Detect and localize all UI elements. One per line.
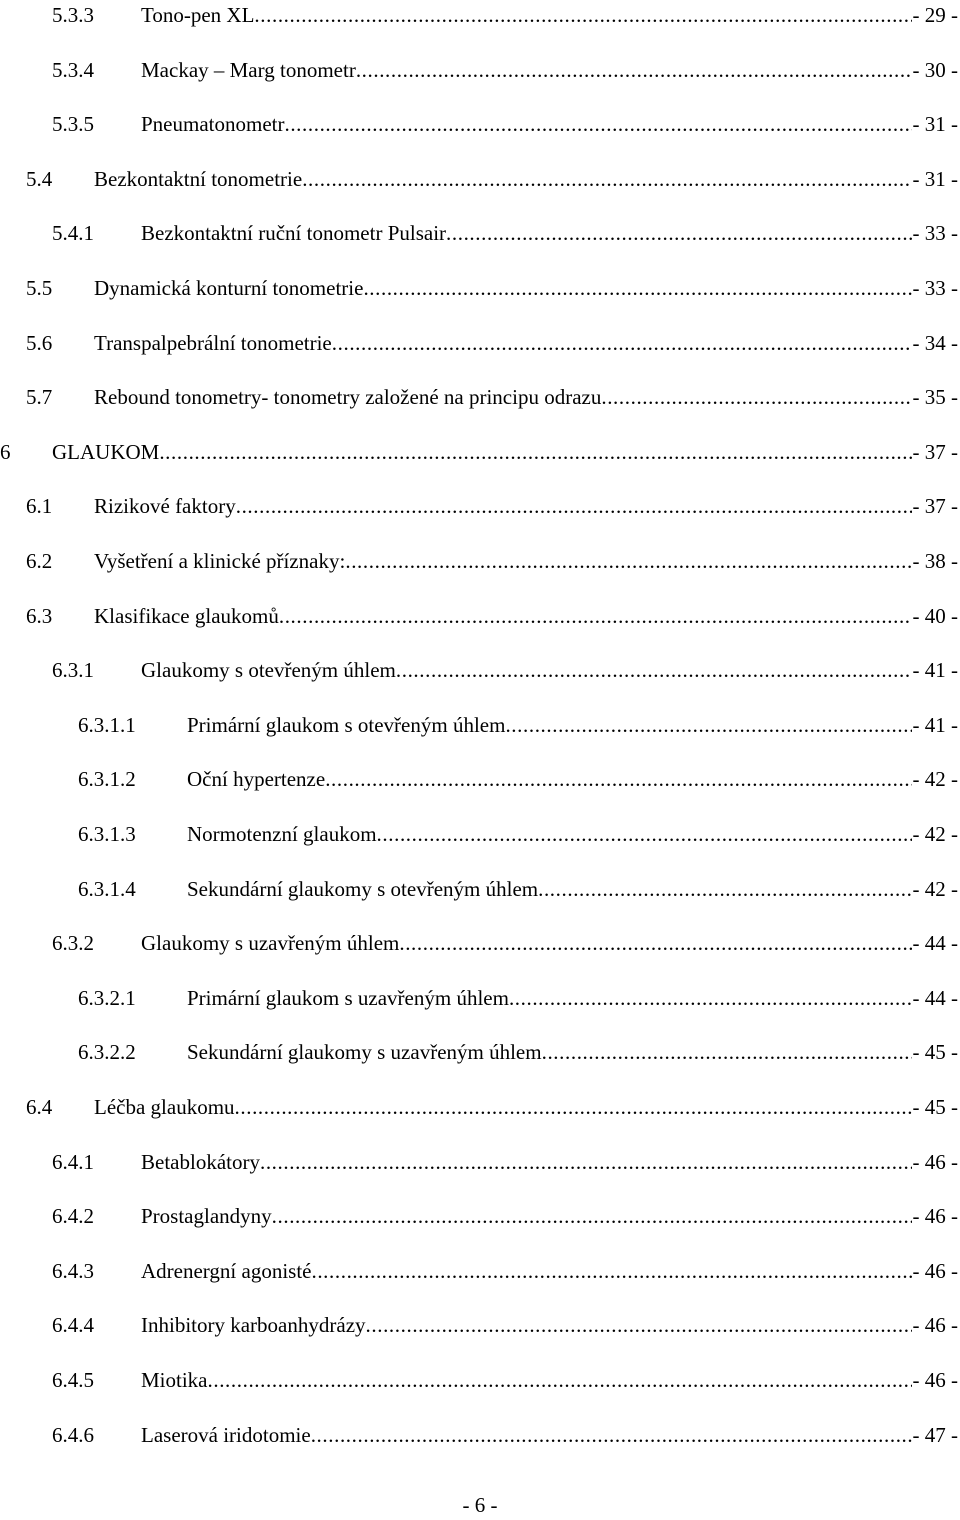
toc-entry-page: - 34 - (912, 330, 958, 355)
toc-entry[interactable] (26, 164, 958, 194)
toc-dot-leader (377, 819, 912, 849)
toc-entry-page: - 37 - (912, 494, 958, 519)
page-number: - 6 - (462, 1493, 498, 1517)
toc-entry-page: - 46 - (912, 1149, 958, 1174)
toc-dot-leader (236, 491, 912, 521)
toc-entry-title: Léčba glaukomu (94, 1095, 235, 1119)
toc-entry-number: 6.3.2.1 (78, 985, 136, 1010)
toc-entry-number: 6.4.2 (52, 1204, 94, 1229)
toc-dot-leader (332, 328, 912, 358)
toc-dot-leader (542, 1037, 912, 1067)
toc-entry-page: - 46 - (912, 1258, 958, 1283)
toc-dot-leader (538, 874, 911, 904)
toc-entry-title: Prostaglandyny (141, 1204, 272, 1229)
toc-entry-page: - 45 - (912, 1040, 958, 1065)
toc-dot-leader (272, 1201, 912, 1231)
toc-dot-leader (208, 1365, 912, 1395)
toc-entry-page: - 46 - (912, 1204, 958, 1229)
toc-entry-page: - 41 - (912, 712, 958, 737)
toc-entry[interactable] (52, 928, 958, 958)
toc-entry-page: - 42 - (912, 822, 958, 846)
toc-entry[interactable] (26, 491, 958, 521)
toc-entry[interactable] (26, 1092, 958, 1122)
toc-entry-page: - 41 - (912, 658, 958, 683)
toc-dot-leader (356, 55, 912, 85)
toc-dot-leader (235, 1092, 912, 1122)
toc-entry[interactable] (78, 819, 958, 849)
toc-entry-title: Primární glaukom s otevřeným úhlem (187, 712, 506, 737)
toc-entry-title: Laserová iridotomie (141, 1422, 311, 1447)
toc-entry-number: 6.4.4 (52, 1313, 94, 1338)
toc-entry-title: Mackay – Marg tonometr (141, 57, 356, 82)
toc-entry-number: 6.4.1 (52, 1149, 94, 1174)
toc-entry-number: 6.4.6 (52, 1422, 94, 1447)
toc-entry[interactable] (78, 1037, 958, 1067)
toc-dot-leader (302, 164, 911, 194)
toc-entry[interactable] (78, 874, 958, 904)
toc-dot-leader (325, 764, 911, 794)
toc-entry-page: - 46 - (912, 1368, 958, 1392)
toc-entry-number: 6.2 (26, 549, 53, 573)
toc-entry-title: Rebound tonometry- tonometry založené na principu odrazu (94, 385, 602, 410)
toc-entry-title: Oční hypertenze (187, 767, 326, 792)
toc-entry-title: Bezkontaktní ruční tonometr Pulsair (141, 221, 447, 246)
toc-entry-number: 6.3.1 (52, 658, 94, 683)
toc-entry-number: 5.3.3 (52, 3, 94, 27)
toc-entry-number: 6.3.1.2 (78, 767, 136, 792)
toc-entry-number: 6.3.2.2 (78, 1040, 136, 1065)
toc-entry-page: - 40 - (912, 603, 958, 628)
toc-entry[interactable] (52, 0, 958, 30)
toc-entry-number: 6.4 (26, 1095, 53, 1119)
toc-entry-title: Sekundární glaukomy s uzavřeným úhlem (187, 1040, 542, 1065)
toc-entry[interactable] (52, 1201, 958, 1231)
toc-dot-leader (509, 983, 912, 1013)
toc-entry-number: 5.4 (26, 166, 53, 191)
toc-entry[interactable] (26, 546, 958, 576)
toc-entry-title: Bezkontaktní tonometrie (94, 166, 303, 191)
toc-entry-number: 6.3 (26, 603, 53, 628)
toc-entry-page: - 37 - (912, 439, 958, 464)
toc-dot-leader (396, 655, 912, 685)
toc-entry-title: Glaukomy s otevřeným úhlem (141, 658, 396, 683)
toc-entry[interactable] (26, 382, 958, 412)
toc-entry-title: Sekundární glaukomy s otevřeným úhlem (187, 876, 539, 901)
toc-entry-number: 6.4.5 (52, 1368, 94, 1392)
toc-entry[interactable] (26, 328, 958, 358)
toc-entry-page: - 35 - (912, 385, 958, 410)
toc-dot-leader (446, 218, 911, 248)
toc-dot-leader (311, 1256, 911, 1286)
toc-entry[interactable] (0, 437, 958, 467)
toc-entry-page: - 33 - (912, 221, 958, 246)
toc-dot-leader (345, 546, 911, 576)
toc-dot-leader (284, 109, 911, 139)
toc-dot-leader (159, 437, 911, 467)
toc-entry-number: 5.5 (26, 276, 53, 300)
toc-entry-page: - 38 - (912, 549, 958, 573)
toc-entry-page: - 42 - (912, 767, 958, 792)
toc-entry-title: Adrenergní agonisté (141, 1258, 312, 1283)
toc-entry-title: Inhibitory karboanhydrázy (141, 1313, 366, 1338)
toc-entry[interactable] (52, 1365, 958, 1395)
toc-dot-leader (399, 928, 911, 958)
toc-entry-number: 6 (0, 439, 11, 464)
toc-dot-leader (279, 601, 912, 631)
toc-dot-leader (363, 273, 911, 303)
toc-entry-page: - 31 - (912, 166, 958, 191)
toc-entry-number: 5.7 (26, 385, 53, 410)
toc-entry[interactable] (52, 1256, 958, 1286)
toc-entry-number: 6.3.2 (52, 931, 94, 956)
toc-entry[interactable] (52, 1420, 958, 1450)
toc-entry-page: - 44 - (912, 985, 958, 1010)
toc-dot-leader (254, 0, 911, 30)
toc-entry-page: - 33 - (912, 276, 958, 300)
toc-dot-leader (601, 382, 911, 412)
toc-entry-number: 5.3.5 (52, 112, 94, 137)
toc-entry-number: 6.4.3 (52, 1258, 94, 1283)
toc-entry-title: Glaukomy s uzavřeným úhlem (141, 931, 400, 956)
toc-entry-title: GLAUKOM (52, 439, 160, 464)
toc-entry[interactable] (52, 1310, 958, 1340)
toc-dot-leader (366, 1310, 912, 1340)
toc-entry-title: Transpalpebrální tonometrie (94, 330, 332, 355)
toc-entry[interactable] (52, 109, 958, 139)
toc-entry-page: - 29 - (912, 3, 958, 27)
toc-dot-leader (260, 1147, 912, 1177)
toc-entry-page: - 31 - (912, 112, 958, 137)
toc-entry-title: Dynamická konturní tonometrie (94, 276, 364, 300)
toc-entry[interactable] (52, 55, 958, 85)
toc-entry-page: - 46 - (912, 1313, 958, 1338)
toc-entry-title: Miotika (141, 1368, 208, 1392)
toc-entry-number: 5.3.4 (52, 57, 94, 82)
toc-entry-title: Klasifikace glaukomů (94, 603, 279, 628)
toc-entry[interactable] (52, 1147, 958, 1177)
toc-entry-number: 6.1 (26, 494, 53, 519)
toc-entry-number: 6.3.1.4 (78, 876, 136, 901)
toc-entry-title: Vyšetření a klinické příznaky: (94, 549, 346, 573)
toc-entry-number: 5.6 (26, 330, 53, 355)
toc-dot-leader (311, 1420, 912, 1450)
toc-entry[interactable] (52, 218, 958, 248)
toc-entry-page: - 30 - (912, 57, 958, 82)
toc-entry-page: - 44 - (912, 931, 958, 956)
toc-entry[interactable] (26, 601, 958, 631)
toc-entry-number: 5.4.1 (52, 221, 94, 246)
toc-entry[interactable] (78, 983, 958, 1013)
toc-entry-title: Rizikové faktory (94, 494, 236, 519)
toc-entry-title: Tono-pen XL (141, 3, 255, 27)
toc-entry-number: 6.3.1.1 (78, 712, 136, 737)
toc-entry-number: 6.3.1.3 (78, 822, 136, 846)
toc-entry[interactable] (78, 764, 958, 794)
toc-entry-title: Pneumatonometr (141, 112, 285, 137)
toc-entry[interactable] (26, 273, 958, 303)
toc-entry[interactable] (52, 655, 958, 685)
toc-entry[interactable] (78, 710, 958, 740)
toc-entry-title: Normotenzní glaukom (187, 822, 377, 846)
toc-entry-page: - 47 - (912, 1422, 958, 1447)
toc-dot-leader (505, 710, 911, 740)
toc-entry-title: Betablokátory (141, 1149, 260, 1174)
toc-entry-title: Primární glaukom s uzavřeným úhlem (187, 985, 509, 1010)
toc-entry-page: - 45 - (912, 1095, 958, 1119)
toc-entry-page: - 42 - (912, 876, 958, 901)
